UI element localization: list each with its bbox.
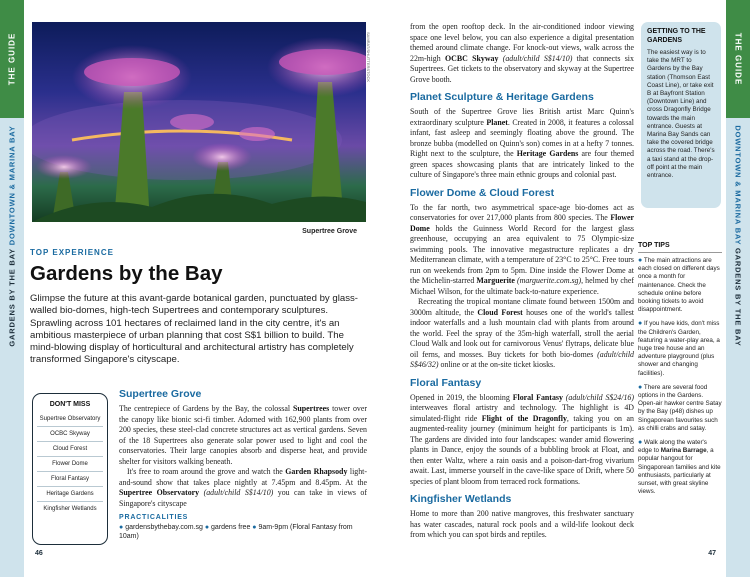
website-icon: ● [119,524,124,531]
floral-section [410,377,634,488]
running-head [8,125,17,346]
top-experience-kicker: TOP EXPERIENCE [30,248,114,257]
running-head-region: DOWNTOWN & MARINA BAY [733,125,743,246]
running-head-title: GARDENS BY THE BAY [733,248,743,347]
dont-miss-list [33,412,107,516]
planet-section [410,91,634,181]
right-main-column [410,22,634,541]
list-item: Supertree Observatory [39,416,101,422]
section-heading: Floral Fantasy [410,376,482,389]
section-heading: Flower Dome & Cloud Forest [410,186,555,199]
page-number-right: 47 [708,550,716,557]
section-tab [726,0,750,118]
section-tab [0,0,24,118]
section-heading: Kingfisher Wetlands [410,493,512,505]
section-body: Opened in 2019, the blooming Floral Fantasy (adult/child S$24/16) interweaves floral artistry and technology. The highlight is 4D simulated-flight ride Flight of the Dragonfly, taking you on an augmented-reality journey (minimum height for participants is 1m). The gardens are divided into four landscapes: wander amid flowering plants in Dance, enjoy the sounds of a bubbling brook at Float, and then enter Waltz, where a rain oasis and a poison-dart-frog vivarium await. Last, immerse yourself in the cave-like space of Drift, where 50 species of plant bloom from terraced rock formations. [410,392,634,486]
left-edge-band [0,0,24,577]
running-head [734,125,743,346]
list-item: Flower Dome [37,456,103,471]
hours-icon: ● [252,524,257,531]
getting-there-body: The easiest way is to take the MRT to Gardens by the Bay station (Thomson East Coast Line), or take exit B at Bayfront Station (Downtown Line) and cross Dragonfly Bridge towards the main entrance. Guests at Marina Bay Sands can take the covered bridge across the road. There's a taxi stand at the drop-off point at the main entrance. [647,49,715,180]
running-head-region: DOWNTOWN & MARINA BAY [7,125,17,246]
section-body: Home to more than 200 native mangroves, this freshwater sanctuary has water cascades, natural rock pools and a wild-life lookout deck from which you can spot birds and reptiles. [410,509,634,539]
section-tab-label: THE GUIDE [7,32,17,86]
continued-paragraph: from the open rooftop deck. In the air-conditioned indoor viewing space one level below, you can also experience a digital presentation themed around climate change. For knock-out views, walk across the 22m-high OCBC Skyway (adult/child S$14/10) that connects six Supertrees. Get tickets to the observatory and skyway at the Supertree Grove booth. [410,22,634,84]
list-item: Heritage Gardens [37,486,103,501]
bullet-icon: ● [638,439,643,447]
supertree-section [119,388,367,541]
paragraph: The centrepiece of Gardens by the Bay, the colossal Supertrees tower over the canopy like bionic sci-fi timber. Adorned with 162,900 plants from over 200 species, these steel-clad concrete structures act as vertical gardens. Seven of the 18 Supertrees also generate solar power used to light and cool the conservatories. Their large canopies absorb and disperse heat, and provide shelter for visitors walking beneath. [119,404,367,466]
getting-there-heading: GETTING TO THE GARDENS [647,28,706,44]
hours-info: 9am-9pm (Floral Fantasy from 10am) [119,524,353,540]
list-item: OCBC Skyway [37,426,103,441]
page-title: Gardens by the Bay [30,262,223,285]
tip-item: ● The main attractions are each closed on different days once a month for maintenance. Check the schedule online before booking tickets to avoid disappointment. [638,257,720,314]
page-number-left: 46 [35,550,43,557]
dont-miss-heading: DON'T MISS [49,401,91,408]
list-item: Floral Fantasy [37,471,103,486]
supertree-illustration [32,22,366,222]
getting-there-box [641,22,721,208]
bullet-icon: ● [638,257,643,264]
section-heading: Planet Sculpture & Heritage Gardens [410,91,594,103]
practicalities-list [119,523,367,541]
intro-paragraph: Glimpse the future at this avant-garde botanical garden, punctuated by glass-walled bio-domes, high-tech Supertrees and contemporary sculptures. Sprawling across 101 hectares of reclaimed land in the city centre, it's an ambitious masterpiece of urban planning that cost S$1 billion to build. The mind-blowing display of horticultural and architectural artistry has completely transformed Singapore's cityscape. [30,293,358,366]
bullet-icon: ● [638,383,643,391]
left-page [24,0,375,577]
top-tips-heading: TOP TIPS [638,242,722,253]
section-body: To the far north, two asymmetrical space-age bio-domes act as conservatories for over 217,000 plants from 800 species. The Flower Dome holds the Guinness World Record for the largest glass greenhouse, occupying an area equivalent to 75 Olympic-size swimming pools. The innovative megastructure replicates a dry Mediterranean climate, with a temperature of 23°C to 25°C. Free tours run on weekends from 2pm to 5pm. Dine inside the Flower Dome at the Michelin-starred Marguerite (marguerite.com.sg), helmed by chef Michael Wilson, for the ultimate back-to-nature experience. Recreating the tropical montane climate found between 1500m and 3000m altitude, the Cloud Forest houses one of the world's tallest indoor waterfalls and a lush mountain clad with plants from around the world. Feel the spray of the 35m-high waterfall, stroll the aerial Cloud Walk and look out for carnivorous Venus' flytraps, delicate blue oil ferns, and mosses. Buy tickets for both bio-domes (adult/child S$46/32) online or at the on-site ticket kiosks. [410,202,634,369]
section-body [119,404,367,509]
running-head-title: GARDENS BY THE BAY [7,248,17,347]
dont-miss-box [32,393,108,545]
right-page [375,0,726,577]
section-body: South of the Supertree Grove lies British artist Marc Quinn's extraordinary sculpture Planet. Created in 2008, it features a colossal infant, fast asleep and seemingly floating above the ground. The bronze bubba (modelled on Quinn's son) comes in at a hefty 7 tonnes. Right next to the sculpture, the Heritage Gardens are four themed green spaces showcasing plants that are intricately linked to the culture of Singapore's three main ethnic groups and colonial past. [410,107,634,179]
price-info: gardens free [211,524,251,531]
supertree-photo [32,22,366,222]
section-tab-label: THE GUIDE [733,32,743,86]
bullet-icon: ● [638,320,643,328]
paragraph: It's free to roam around the grove and watch the Garden Rhapsody light-and-sound show that takes place nightly at 7.45pm and 8.45pm. At the Supertree Observatory (adult/child S$14/10) you can take in views of Singapore's cityscape [119,467,367,508]
website-link[interactable]: gardensbythebay.com.sg [125,524,203,531]
tip-item: ● Walk along the water's edge to Marina Barrage, a popular hangout for Singaporean families and kite enthusiasts, particularly at sunset, with great skyline views. [638,439,721,496]
price-icon: ● [204,524,210,531]
practicalities-heading: PRACTICALITIES [119,514,189,521]
list-item: Cloud Forest [37,441,103,456]
right-edge-band [726,0,750,577]
photo-credit: SAMRAT/SHUTTERSTOCK [366,32,371,83]
dome-section [410,187,634,371]
list-item: Kingfisher Wetlands [37,501,103,516]
top-tips [638,242,722,502]
kingfisher-section [410,493,634,541]
photo-caption: Supertree Grove [302,228,357,235]
section-heading: Supertree Grove [119,388,202,400]
tip-item: ● There are several food options in the Gardens. Open-air hawker centre Satay by the Bay (p48) dishes up Singaporean favourites such as chilli crabs and satay. [638,383,722,432]
tip-item: ● If you have kids, don't miss the Children's Garden, featuring a water-play area, a huge tree house and an adventure playground (plus shower and changing facilities). [638,320,720,377]
